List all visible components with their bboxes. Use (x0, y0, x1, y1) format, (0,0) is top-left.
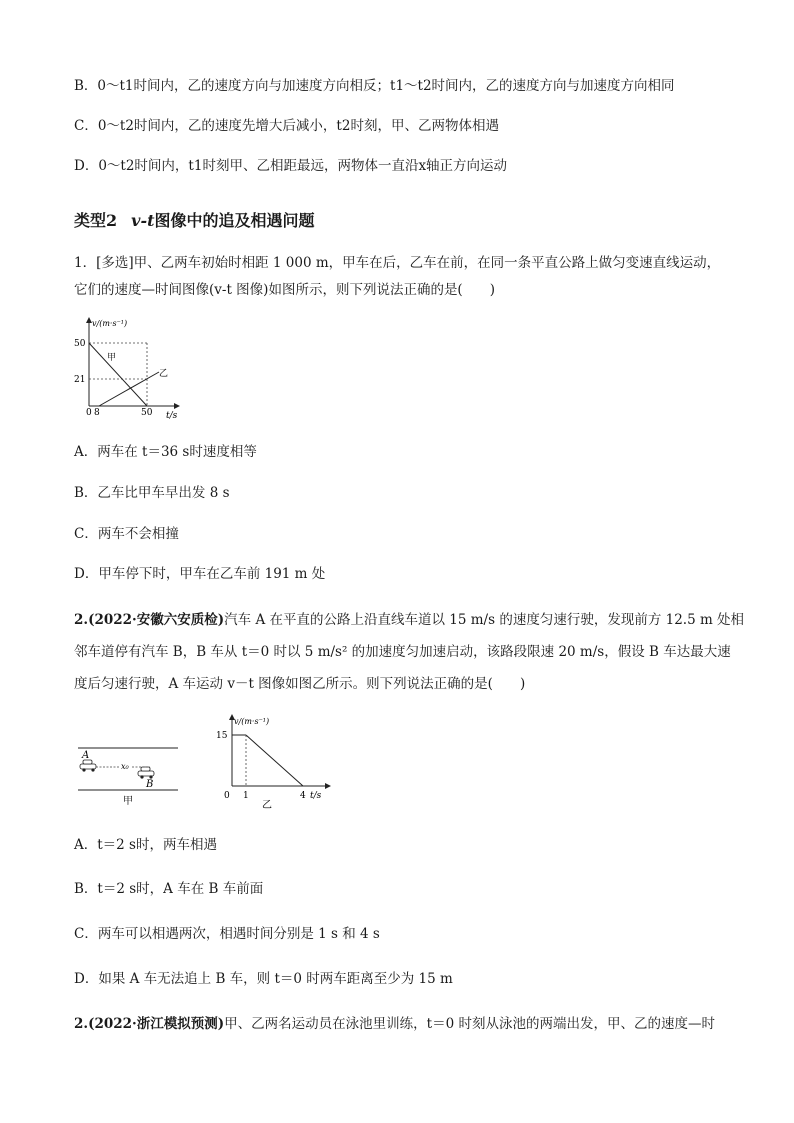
q2-road-figure (74, 740, 184, 810)
q1-line-jia (89, 343, 147, 406)
q2-vt-graph (216, 712, 342, 812)
q2-line2: 邻车道停有汽车 B，B 车从 t＝0 时以 5 m/s² 的加速度匀加速启动，该路段限速 20 m/s，假设 B 车达最大速 (74, 644, 731, 660)
q1-line1: 1．[多选]甲、乙两车初始时相距 1 000 m，甲车在后，乙车在前，在同一条平直公路上做匀变速直线运动， (74, 255, 721, 271)
q2-line1-rest: 汽车 A 在平直的公路上沿直线车道以 15 m/s 的速度匀速行驶，发现前方 12.5 m 处相 (224, 612, 745, 628)
q1-option-b: B．乙车比甲车早出发 8 s (74, 485, 230, 501)
q2-x-axis-label: t/s (310, 791, 322, 801)
q2-option-a: A．t＝2 s时，两车相遇 (74, 837, 217, 853)
q1-x-axis-label: t/s (166, 411, 178, 421)
option-d-prev: D．0～t2时间内，t1时刻甲、乙相距最远，两物体一直沿x轴正方向运动 (74, 158, 508, 174)
q1-label-yi: 乙 (159, 369, 169, 379)
q2-label-x0: x₀ (121, 762, 129, 771)
q2-label-b: B (146, 779, 154, 790)
option-b-prev: B．0～t1时间内，乙的速度方向与加速度方向相反；t1～t2时间内，乙的速度方向与加速度方向相同 (74, 78, 675, 94)
q1-line-yi (99, 372, 159, 406)
q1-vt-graph (74, 314, 194, 424)
q1-label-jia: 甲 (107, 353, 117, 363)
q1-option-a: A．两车在 t＝36 s时速度相等 (74, 444, 257, 460)
section-label: 类型2 (74, 211, 118, 230)
q1-y-axis-label: v/(m·s⁻¹) (92, 319, 128, 328)
q2-option-d: D．如果 A 车无法追上 B 车，则 t＝0 时两车距离至少为 15 m (74, 971, 453, 987)
q2-y-axis-label: v/(m·s⁻¹) (234, 717, 270, 726)
q2-option-c: C．两车可以相遇两次，相遇时间分别是 1 s 和 4 s (74, 926, 380, 942)
q2-x-tick-4: 4 (300, 791, 306, 801)
q2-label-a: A (82, 750, 90, 761)
q1-line2: 它们的速度—时间图像(v-t 图像)如图所示，则下列说法正确的是( ) (74, 282, 495, 298)
q2-line3: 度后匀速行驶，A 车运动 v－t 图像如图乙所示。则下列说法正确的是( ) (74, 676, 526, 692)
q2-line-decel (246, 735, 303, 786)
q3-line1-rest: 甲、乙两名运动员在泳池里训练，t＝0 时刻从泳池的两端出发，甲、乙的速度—时 (224, 1016, 715, 1032)
q1-option-d: D．甲车停下时，甲车在乙车前 191 m 处 (74, 566, 326, 582)
q1-x-tick-0: 0 (86, 408, 92, 418)
section-title-rest: 图像中的追及相遇问题 (154, 211, 315, 230)
section-heading (74, 208, 314, 231)
q2-x-tick-1: 1 (243, 791, 249, 801)
q2-line1 (74, 611, 744, 629)
q2-x-tick-0: 0 (224, 791, 230, 801)
q1-y-tick-50: 50 (74, 339, 86, 349)
q2-road-caption: 甲 (123, 796, 133, 807)
q3-source: 2.(2022·浙江模拟预测) (74, 1016, 225, 1032)
q1-option-c: C．两车不会相撞 (74, 526, 179, 542)
section-title-vt: v-t (131, 211, 155, 230)
car-b-icon (138, 767, 154, 779)
q2-y-tick-15: 15 (216, 731, 228, 741)
q3-line1 (74, 1015, 715, 1033)
car-a-icon (80, 760, 96, 772)
q1-x-tick-8: 8 (94, 408, 100, 418)
option-c-prev: C．0～t2时间内，乙的速度先增大后减小，t2时刻，甲、乙两物体相遇 (74, 118, 499, 134)
q2-option-b: B．t＝2 s时，A 车在 B 车前面 (74, 881, 264, 897)
q2-graph-caption: 乙 (262, 800, 272, 811)
q2-source: 2.(2022·安徽六安质检) (74, 612, 225, 628)
q1-y-tick-21: 21 (74, 375, 86, 385)
q1-x-tick-50: 50 (141, 408, 153, 418)
